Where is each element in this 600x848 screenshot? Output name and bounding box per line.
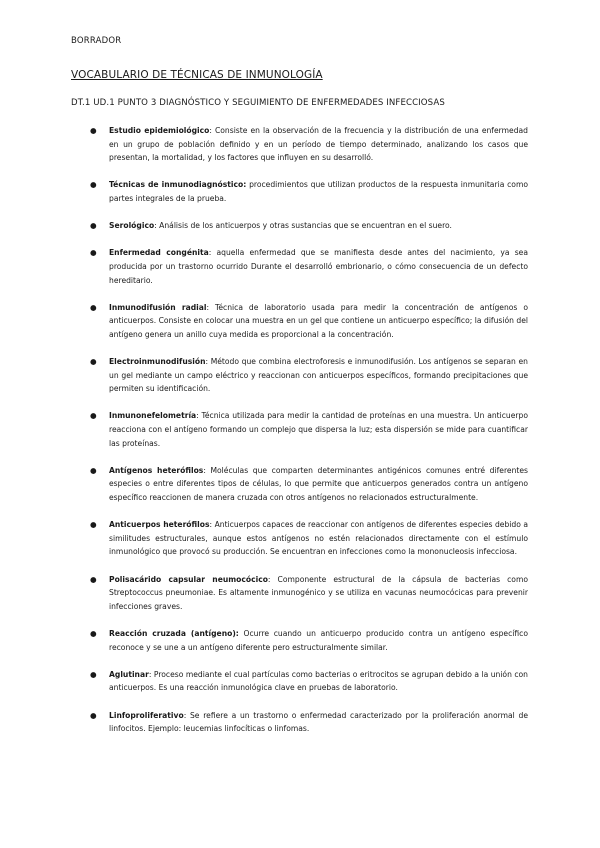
term-separator: : xyxy=(183,710,190,720)
page-title: VOCABULARIO DE TÉCNICAS DE INMUNOLOGÍA xyxy=(71,69,323,81)
term-definition: Se refiere a un trastorno o enfermedad caracterizado por la proliferación anormal de linfocitos. Ejemplo: leucemias linfocíticas o linfomas. xyxy=(109,710,528,734)
term-label: Serológico xyxy=(109,221,155,231)
term-definition: Análisis de los anticuerpos y otras sustancias que se encuentran en el suero. xyxy=(159,221,452,231)
bullet-icon: ● xyxy=(90,126,97,135)
vocabulary-list xyxy=(90,124,528,749)
term-definition: Moléculas que comparten determinantes antigénicos comunes entré diferentes especies o entre diferentes tipos de células, lo que permite que anticuerpos generados contra un antígeno específico reaccionen de manera cruzada con otros antígenos no relacionados estructuralmente. xyxy=(109,465,528,503)
term-definition: Ocurre cuando un anticuerpo producido contra un antígeno específico reconoce y se une a un antígeno diferente pero estructuralmente similar. xyxy=(109,628,528,652)
list-item xyxy=(90,464,528,505)
term-label: Reacción cruzada (antígeno): xyxy=(109,628,239,638)
term-separator: : xyxy=(148,669,154,679)
list-item xyxy=(90,246,528,287)
term-separator: : xyxy=(208,248,217,258)
term-label: Técnicas de inmunodiagnóstico: xyxy=(109,180,247,190)
list-item xyxy=(90,627,528,654)
term-definition: Componente estructural de la cápsula de bacterias como Streptococcus pneumoniae. Es altamente inmunogénico y se utiliza en vacunas neumocócicas para prevenir infecciones graves. xyxy=(109,574,528,611)
bullet-icon: ● xyxy=(90,248,97,258)
bullet-icon: ● xyxy=(90,357,97,367)
term-label: Antígenos heterófilos xyxy=(109,465,204,475)
list-item xyxy=(90,518,528,559)
term-label: Linfoproliferativo xyxy=(109,710,184,720)
list-item xyxy=(90,355,528,396)
list-item xyxy=(90,409,528,450)
term-label: Inmunonefelometría xyxy=(109,411,197,421)
term-definition: procedimientos que utilizan productos de la respuesta inmunitaria como partes integrales de la prueba. xyxy=(109,180,528,203)
term-separator: : xyxy=(206,302,216,312)
term-separator: : xyxy=(154,221,160,231)
bullet-icon: ● xyxy=(90,302,97,312)
term-separator: : xyxy=(209,520,215,530)
term-separator: : xyxy=(209,126,215,135)
term-label: Polisacárido capsular neumocócico xyxy=(109,574,268,584)
term-label: Enfermedad congénita xyxy=(109,248,209,258)
term-label: Estudio epidemiológico xyxy=(109,126,210,135)
term-label: Anticuerpos heterófilos xyxy=(109,520,210,530)
bullet-icon: ● xyxy=(90,221,97,231)
draft-label: BORRADOR xyxy=(71,36,122,46)
bullet-icon: ● xyxy=(90,180,97,190)
page-subtitle: DT.1 UD.1 PUNTO 3 DIAGNÓSTICO Y SEGUIMIENTO DE ENFERMEDADES INFECCIOSAS xyxy=(71,98,445,108)
term-definition: Técnica de laboratorio usada para medir la concentración de antígenos o anticuerpos. Consiste en colocar una muestra en un gel que contiene un anticuerpo específico; la difusión del antígeno genera un anillo cuya medida es proporcional a la concentración. xyxy=(109,302,528,339)
term-separator: : xyxy=(205,357,211,367)
bullet-icon: ● xyxy=(90,628,97,638)
bullet-icon: ● xyxy=(90,574,97,584)
list-item xyxy=(90,573,528,614)
term-separator: : xyxy=(267,574,278,584)
bullet-icon: ● xyxy=(90,465,97,475)
term-separator: : xyxy=(196,411,202,421)
term-definition: aquella enfermedad que se manifiesta desde antes del nacimiento, ya sea producida por un trastorno ocurrido Durante el desarrolló embrionario, o cómo consecuencia de un defecto hereditario. xyxy=(109,248,528,285)
list-item xyxy=(90,178,528,205)
list-item xyxy=(90,709,528,736)
term-definition: Método que combina electroforesis e inmunodifusión. Los antígenos se separan en un gel mediante un campo eléctrico y reaccionan con anticuerpos específicos, formando precipitaciones que permiten su identificación. xyxy=(109,357,528,394)
list-item xyxy=(90,124,528,165)
bullet-icon: ● xyxy=(90,520,97,530)
list-item xyxy=(90,301,528,342)
list-item xyxy=(90,668,528,695)
term-definition: Técnica utilizada para medir la cantidad de proteínas en una muestra. Un anticuerpo reacciona con el antígeno formando un complejo que dispersa la luz; esta dispersión se mide para cuantificar las proteínas. xyxy=(109,411,528,448)
term-definition: Proceso mediante el cual partículas como bacterias o eritrocitos se agrupan debido a la unión con anticuerpos. Es una reacción inmunológica clave en pruebas de laboratorio. xyxy=(109,669,528,693)
bullet-icon: ● xyxy=(90,669,97,679)
bullet-icon: ● xyxy=(90,710,97,720)
term-definition: Consiste en la observación de la frecuencia y la distribución de una enfermedad en un grupo de población definido y en un período de tiempo determinado, analizando los casos que presentan, la mortalidad, y los factores que influyen en su desarrolló. xyxy=(109,126,528,163)
term-label: Inmunodifusión radial xyxy=(109,302,207,312)
term-separator: : xyxy=(203,465,211,475)
term-label: Aglutinar xyxy=(109,669,149,679)
list-item xyxy=(90,219,528,233)
bullet-icon: ● xyxy=(90,411,97,421)
term-definition: Anticuerpos capaces de reaccionar con antígenos de diferentes especies debido a similitudes estructurales, aunque estos antígenos no estén relacionados directamente con el estímulo inmunológico que provocó su producción. Se encuentran en infecciones como la mononucleosis infecciosa. xyxy=(109,520,528,557)
term-label: Electroinmunodifusión xyxy=(109,357,206,367)
